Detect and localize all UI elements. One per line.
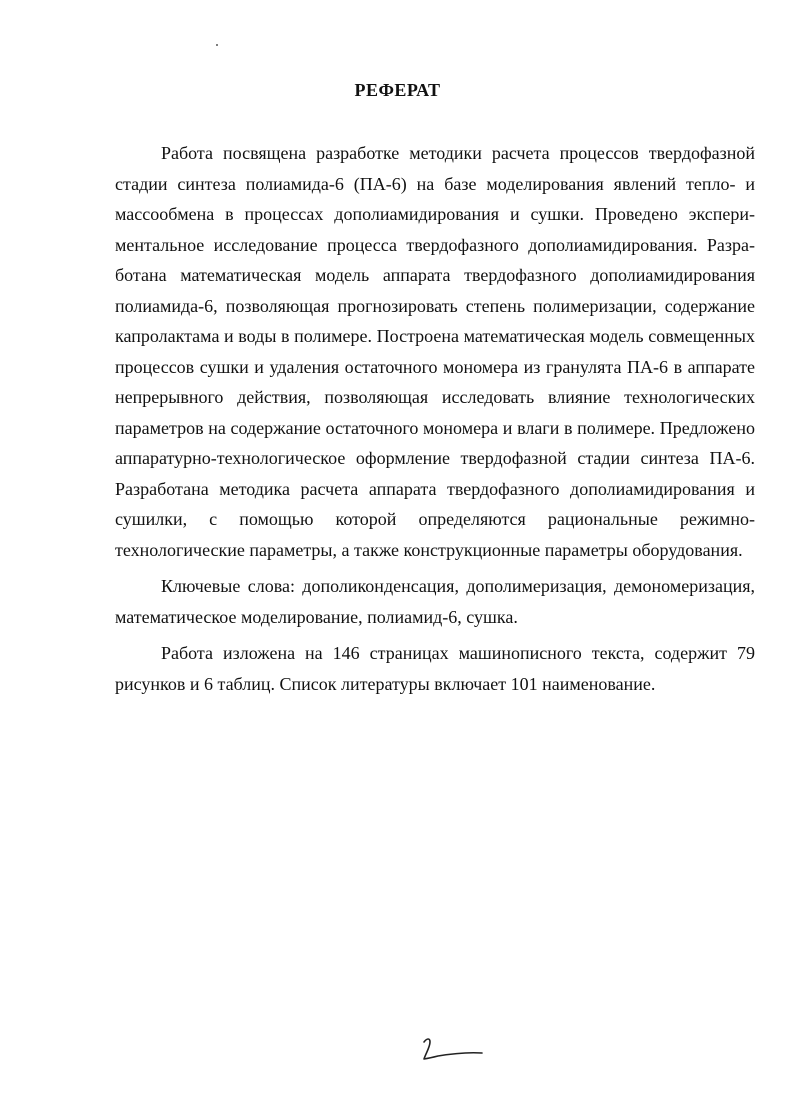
volume-paragraph: Работа изложена на 146 страницах машинописного текста, содержит 79 рисунков и 6 таблиц. Список литературы включает 101 наименование. bbox=[115, 643, 755, 694]
scan-speck bbox=[216, 44, 218, 46]
keywords-paragraph: Ключевые слова: дополиконденсация, дополимеризация, демономеризация, математическое моделирование, полиамид-6, сушка. bbox=[115, 576, 755, 627]
abstract-body bbox=[115, 138, 755, 699]
handwritten-signature bbox=[420, 1030, 490, 1066]
page-title: РЕФЕРАТ bbox=[354, 80, 441, 100]
abstract-paragraph: Работа посвящена разработке методики расчета процессов твердофазной стадии синтеза полиамида-6 (ПА-6) на базе моделирования явлений тепло- и массообмена в процессах дополиамидирования и сушки. Проведено экспериментальное исследование процесса твердофазного дополиамидирования. Разработана математическая модель аппарата твердофазного дополиамидирования полиамида-6, позволяющая прогнозировать степень полимеризации, содержание капролактама и воды в полимере. Построена математическая модель совмещенных процессов сушки и удаления остаточного мономера из гранулята ПА-6 в аппарате непрерывного действия, позволяющая исследовать влияние технологических параметров на содержание остаточного мономера и влаги в полимере. Предложено аппаратурно-технологическое оформление твердофазной стадии синтеза ПА-6. Разработана методика расчета аппарата твердофазного дополиамидирования и сушилки, с помощью которой определяются рациональные режимно-технологические параметры, а также конструкционные параметры оборудования. bbox=[115, 143, 755, 560]
